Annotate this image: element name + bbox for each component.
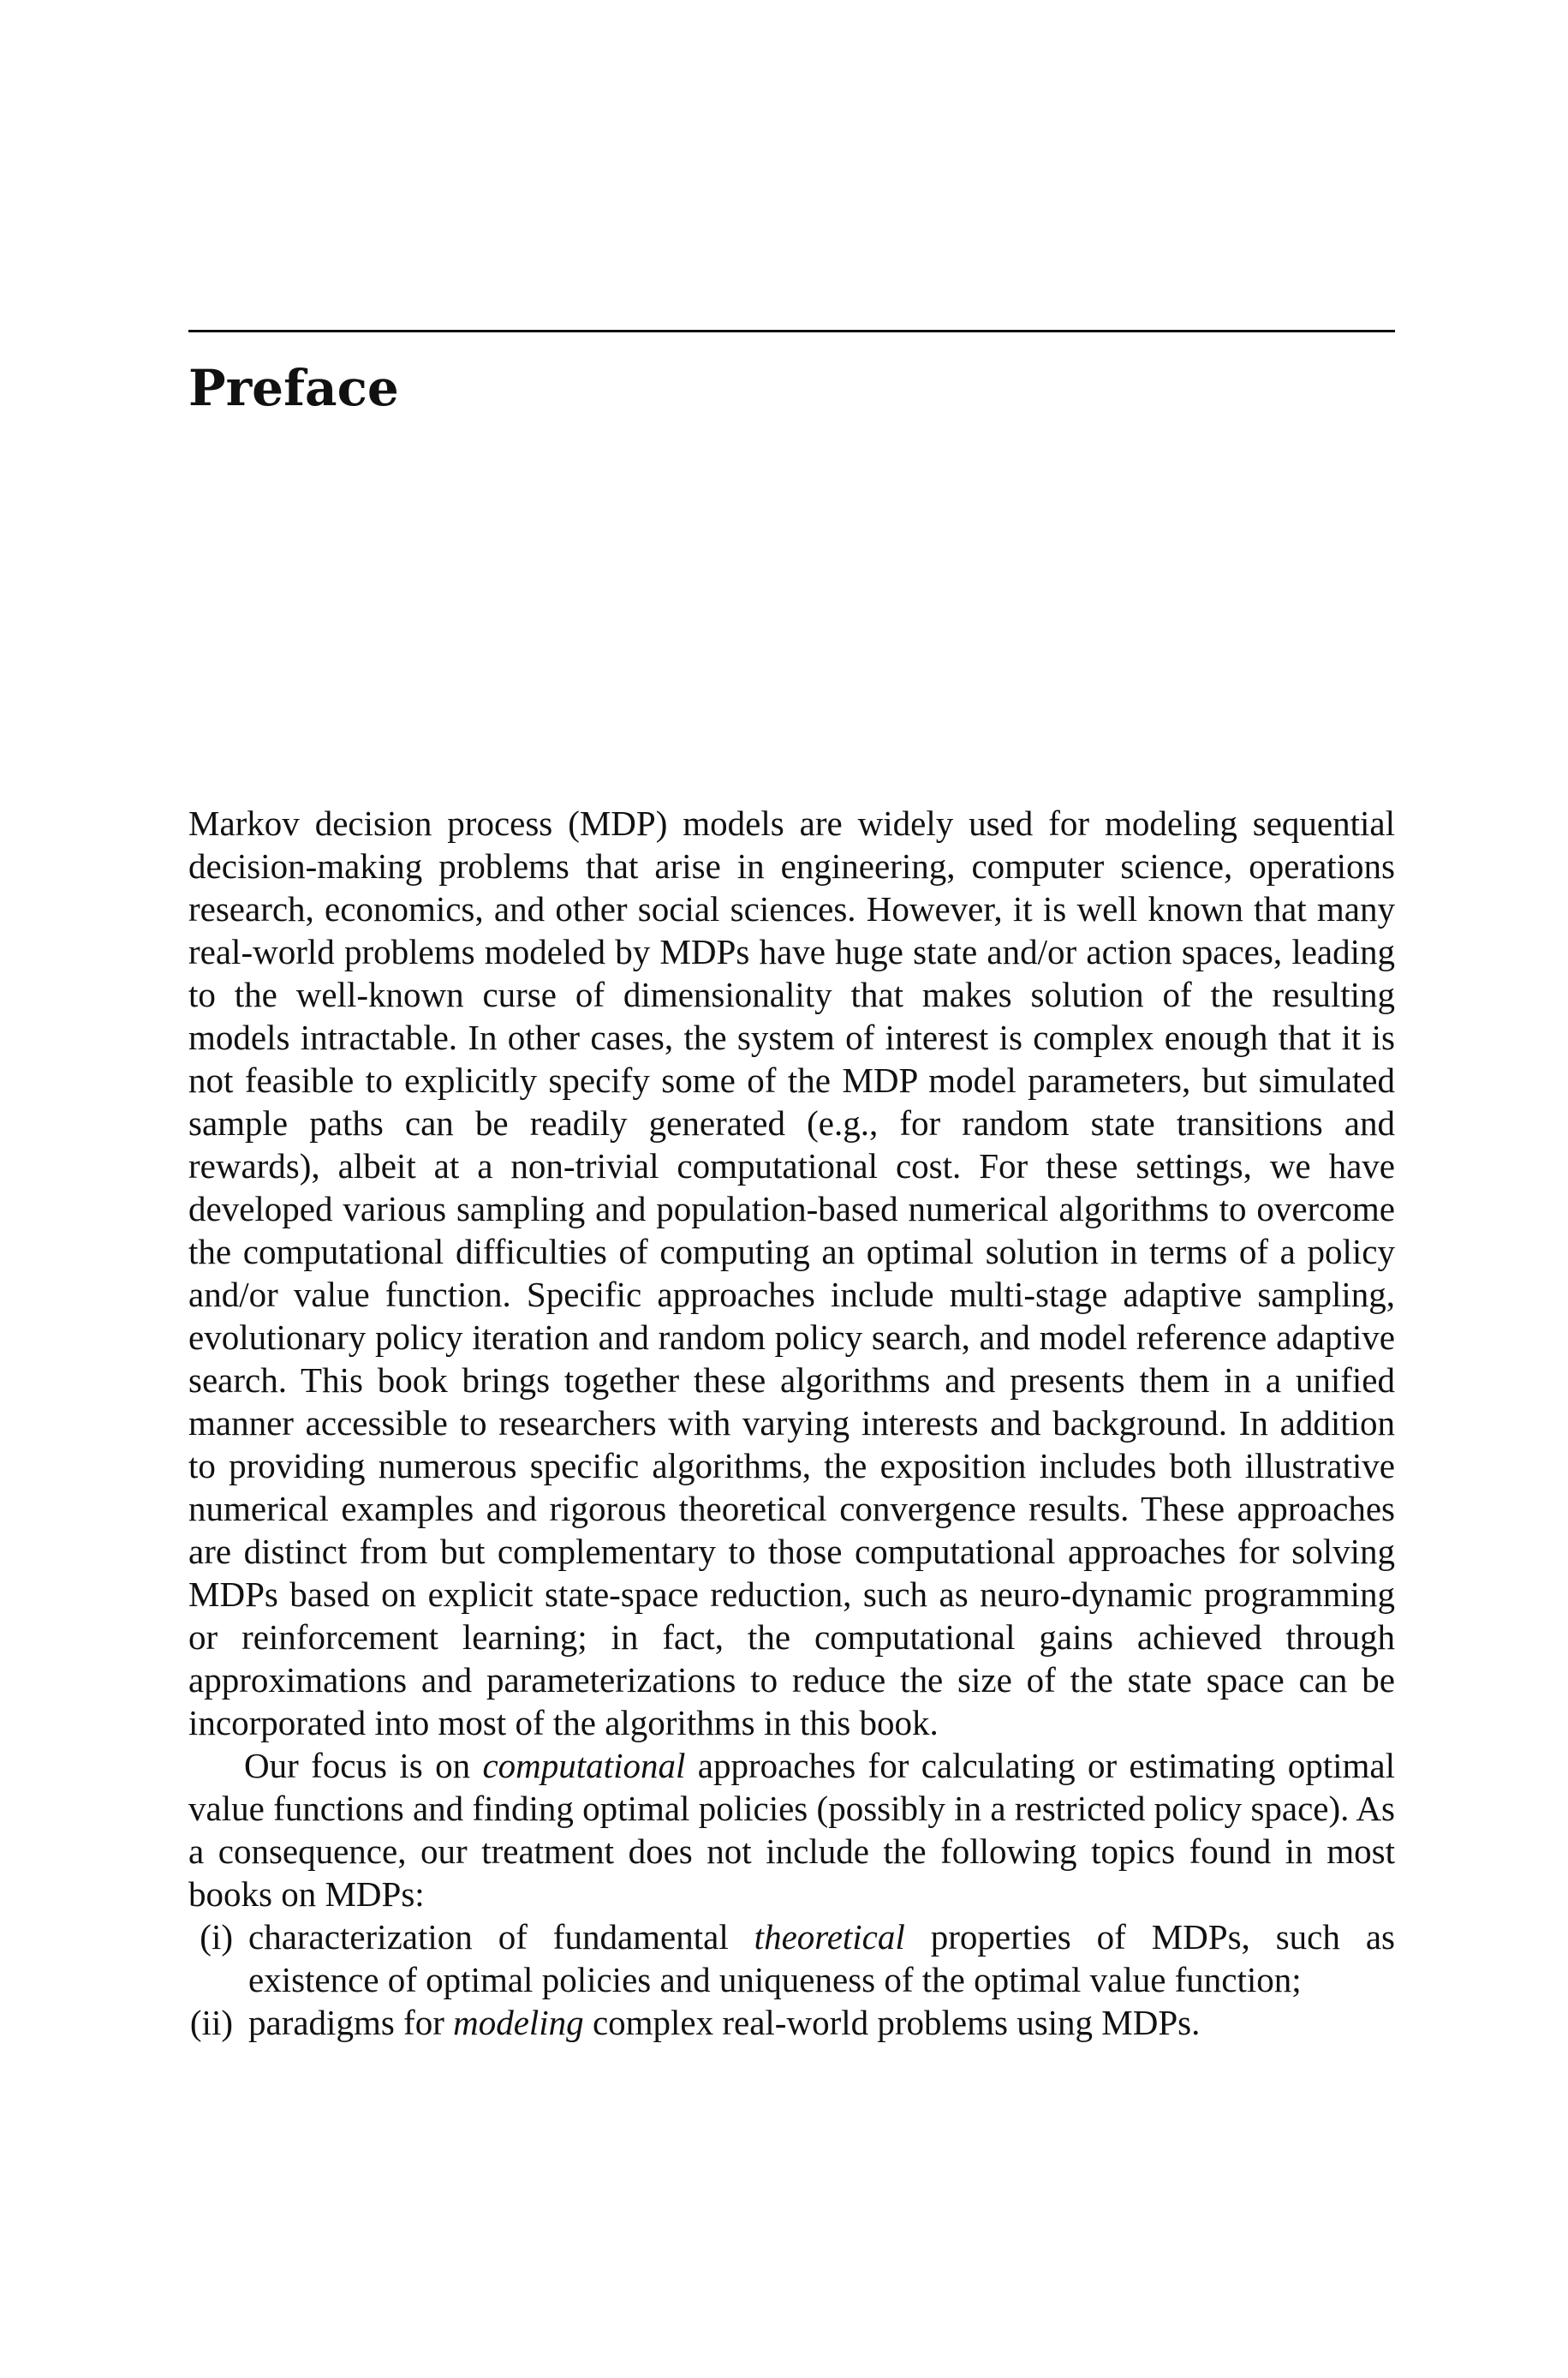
emphasis-modeling: modeling <box>453 2003 584 2042</box>
list-item <box>188 1915 1395 2001</box>
paragraph-focus-before: Our focus is on <box>244 1746 483 1785</box>
paragraph-focus-after: approaches for calculating or estimating optimal value functions and finding optimal policies (possibly in a restricted policy space). As a consequence, our treatment does not include the following topics found in most books on MDPs: <box>188 1746 1395 1914</box>
list-item-text <box>248 1915 1395 2001</box>
chapter-rule <box>188 330 1395 332</box>
list-item-after: properties of MDPs, such as existence of optimal policies and uniqueness of the optimal value function; <box>248 1917 1395 1999</box>
emphasis-theoretical: theoretical <box>754 1917 905 1957</box>
excluded-topics-list <box>188 1915 1395 2044</box>
list-item-text <box>248 2001 1395 2044</box>
chapter-title: Preface <box>188 359 399 417</box>
list-item-before: characterization of fundamental <box>248 1917 754 1957</box>
list-marker: (ii) <box>189 2003 233 2042</box>
paragraph-intro: Markov decision process (MDP) models are widely used for modeling sequential decision-making problems that arise in engineering, computer science, operations research, economics, and other social sciences. However, it is well known that many real-world problems modeled by MDPs have huge state and/or action spaces, leading to the well-known curse of dimensionality that makes solution of the resulting models intractable. In other cases, the system of interest is complex enough that it is not feasible to explicitly specify some of the MDP model parameters, but simulated sample paths can be readily generated (e.g., for random state transitions and rewards), albeit at a non-trivial computational cost. For these settings, we have developed various sampling and population-based numerical algorithms to overcome the computational difficulties of computing an optimal solution in terms of a policy and/or value function. Specific approaches include multi-stage adaptive sampling, evolutionary policy iteration and random policy search, and model reference adaptive search. This book brings together these algorithms and presents them in a unified manner accessible to researchers with varying interests and background. In addition to providing numerous specific algorithms, the exposition includes both illustrative numerical examples and rigorous theoretical convergence results. These approaches are distinct from but complementary to those computational approaches for solving MDPs based on explicit state-space reduction, such as neuro-dynamic programming or reinforcement learning; in fact, the computational gains achieved through approximations and parameterizations to reduce the size of the state space can be incorporated into most of the algorithms in this book. <box>188 804 1395 1742</box>
preface-body <box>188 802 1395 2044</box>
list-item <box>188 2001 1395 2044</box>
list-item-after: complex real-world problems using MDPs. <box>583 2003 1201 2042</box>
emphasis-computational: computational <box>482 1746 686 1785</box>
list-item-before: paradigms for <box>248 2003 454 2042</box>
paragraph-focus <box>188 1744 1395 1915</box>
list-marker: (i) <box>200 1917 233 1957</box>
